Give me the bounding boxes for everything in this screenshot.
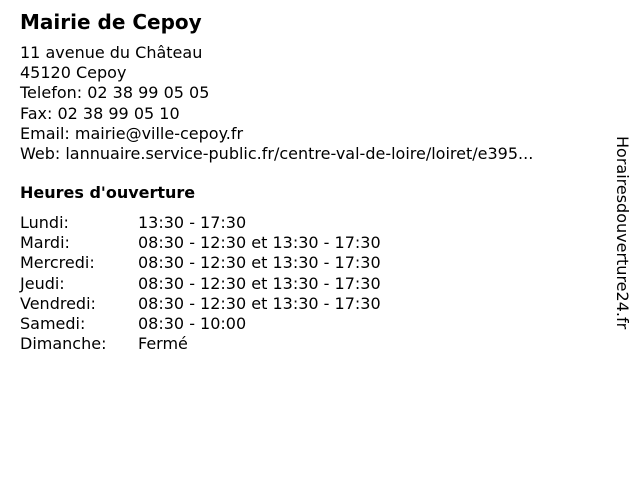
day-label: Samedi: [20, 313, 86, 333]
day-hours: Fermé [138, 334, 188, 354]
address-street: 11 avenue du Château [20, 43, 203, 62]
day-label: Mercredi: [20, 253, 95, 273]
website-text: Web: lannuaire.service-public.fr/centre-val-de-loire/loiret/e395... [20, 144, 534, 164]
day-hours: 08:30 - 12:30 et 13:30 - 17:30 [138, 273, 381, 293]
contact-block [20, 43, 533, 164]
page-title: Mairie de Cepoy [20, 10, 202, 34]
day-hours: 08:30 - 12:30 et 13:30 - 17:30 [138, 233, 381, 253]
day-hours: 08:30 - 12:30 et 13:30 - 17:30 [138, 293, 381, 313]
day-label: Jeudi: [20, 273, 65, 293]
fax-text: Fax: 02 38 99 05 10 [20, 103, 180, 123]
day-label: Mardi: [20, 233, 70, 253]
hours-heading: Heures d'ouverture [20, 183, 196, 202]
day-hours: 08:30 - 12:30 et 13:30 - 17:30 [138, 253, 381, 273]
phone-text: Telefon: 02 38 99 05 05 [20, 83, 210, 103]
day-label: Lundi: [20, 213, 69, 232]
day-label: Dimanche: [20, 334, 107, 354]
day-label: Vendredi: [20, 293, 96, 313]
address-city: 45120 Cepoy [20, 63, 127, 83]
site-brand-watermark: Horairesdouverture24.fr [613, 136, 632, 330]
day-hours: 13:30 - 17:30 [138, 213, 247, 232]
day-hours: 08:30 - 10:00 [138, 313, 247, 333]
email-text: Email: mairie@ville-cepoy.fr [20, 123, 244, 143]
